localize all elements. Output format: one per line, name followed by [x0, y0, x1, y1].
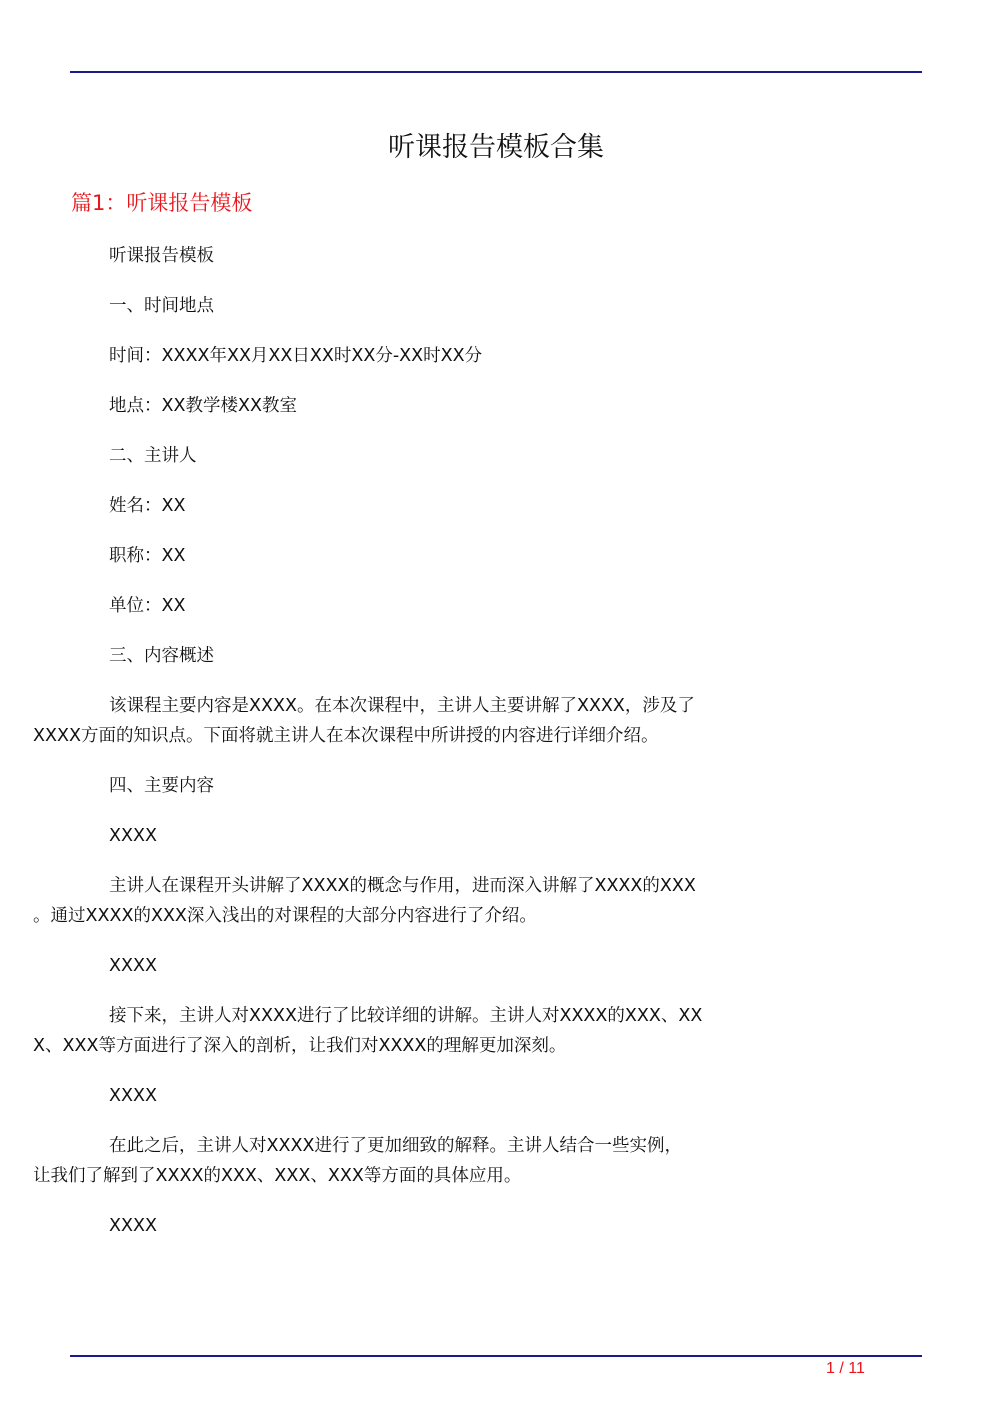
paragraph — [71, 391, 791, 421]
document-title: 听课报告模板合集 — [388, 132, 604, 163]
paragraph-line: 主讲人在课程开头讲解了XXXX的概念与作用，进而深入讲解了XXXX的XXX — [109, 876, 696, 896]
paragraph — [33, 1001, 791, 1061]
paragraph-line: 地点：XX教学楼XX教室 — [109, 396, 297, 416]
paragraph-line: 让我们了解到了XXXX的XXX、XXX、XXX等方面的具体应用。 — [33, 1166, 522, 1186]
paragraph-line: XXXX方面的知识点。下面将就主讲人在本次课程中所讲授的内容进行详细介绍。 — [33, 726, 659, 746]
header-rule — [70, 71, 922, 73]
paragraph — [71, 491, 791, 521]
paragraph-line: 。通过XXXX的XXX深入浅出的对课程的大部分内容进行了介绍。 — [33, 906, 537, 926]
section-heading: 篇1：听课报告模板 — [71, 191, 253, 215]
paragraph-line: XXXX — [109, 826, 157, 846]
paragraph — [71, 241, 791, 271]
paragraph — [71, 441, 791, 471]
paragraph-line: 职称：XX — [109, 546, 186, 566]
paragraph-line: 单位：XX — [109, 596, 186, 616]
page-indicator: 1 / 11 — [826, 1360, 865, 1377]
paragraph-line: 二、主讲人 — [109, 446, 197, 466]
paragraph-line: 一、时间地点 — [109, 296, 214, 316]
paragraph — [71, 771, 791, 801]
paragraph-line: 时间：XXXX年XX月XX日XX时XX分-XX时XX分 — [109, 346, 483, 366]
paragraph — [71, 1081, 791, 1111]
paragraph-line: XXXX — [109, 1216, 157, 1236]
paragraph-line: 接下来，主讲人对XXXX进行了比较详细的讲解。主讲人对XXXX的XXX、XX — [109, 1006, 703, 1026]
paragraph — [71, 641, 791, 671]
footer-rule — [70, 1355, 922, 1357]
paragraph — [71, 591, 791, 621]
paragraph-line: 姓名：XX — [109, 496, 186, 516]
paragraph — [71, 951, 791, 981]
paragraph-line: 三、内容概述 — [109, 646, 214, 666]
paragraph-line: XXXX — [109, 1086, 157, 1106]
paragraph — [33, 871, 791, 931]
paragraph-line: 听课报告模板 — [109, 246, 214, 266]
paragraph-line: XXXX — [109, 956, 157, 976]
paragraph-line: 在此之后，主讲人对XXXX进行了更加细致的解释。主讲人结合一些实例， — [109, 1136, 682, 1156]
paragraph-line: 该课程主要内容是XXXX。在本次课程中，主讲人主要讲解了XXXX，涉及了 — [109, 696, 695, 716]
paragraph — [71, 821, 791, 851]
paragraph — [33, 1131, 791, 1191]
paragraph-line: 四、主要内容 — [109, 776, 214, 796]
paragraph — [71, 541, 791, 571]
document-body — [33, 241, 791, 1261]
paragraph — [33, 691, 791, 751]
paragraph-line: X、XXX等方面进行了深入的剖析，让我们对XXXX的理解更加深刻。 — [33, 1036, 567, 1056]
paragraph — [71, 341, 791, 371]
paragraph — [71, 1211, 791, 1241]
paragraph — [71, 291, 791, 321]
